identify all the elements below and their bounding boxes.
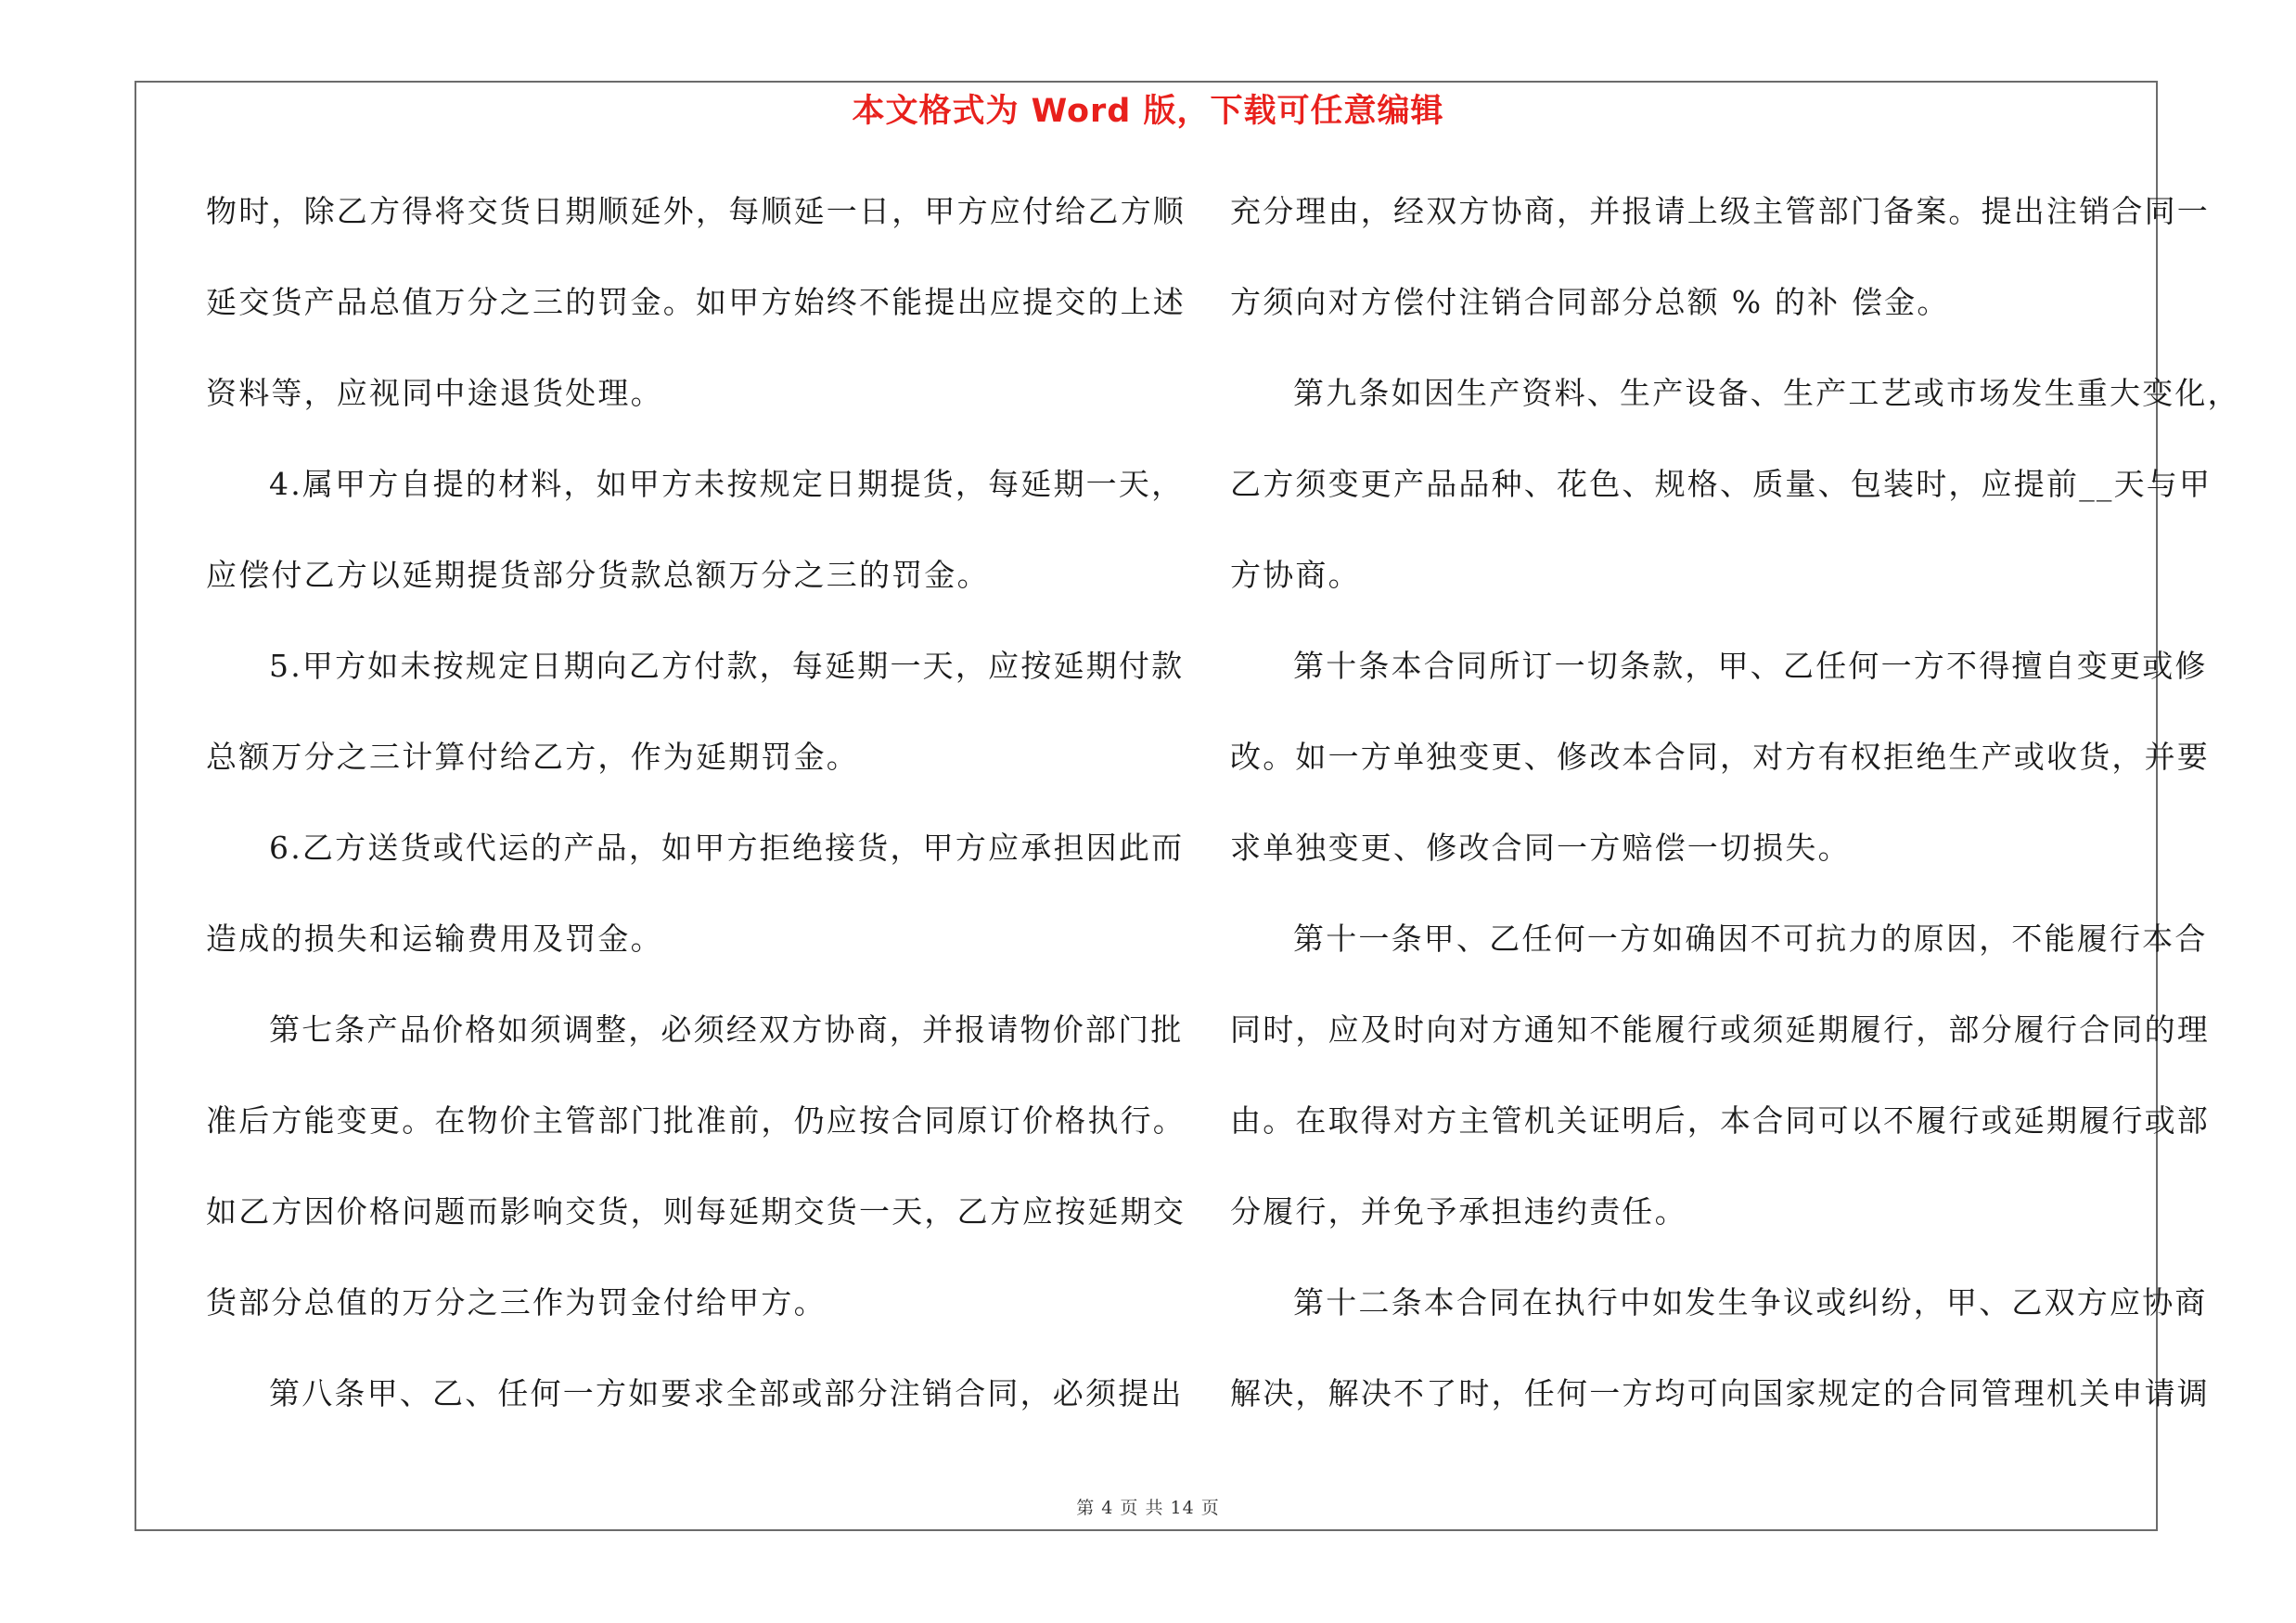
text-line: 第八条甲、乙、任何一方如要求全部或部分注销合同，必须提出 [269, 1375, 1184, 1411]
text-line: 第十条本合同所订一切条款，甲、乙任何一方不得擅自变更或修 [1293, 648, 2208, 684]
text-line: 充分理由，经双方协商，并报请上级主管部门备案。提出注销合同一 [1230, 193, 2210, 229]
text-line: 准后方能变更。在物价主管部门批准前，仍应按合同原订价格执行。 [206, 1102, 1186, 1139]
right-text-column [1230, 182, 2240, 1455]
text-line: 解决，解决不了时，任何一方均可向国家规定的合同管理机关申请调 [1230, 1375, 2210, 1411]
text-line: 货部分总值的万分之三作为罚金付给甲方。 [206, 1284, 827, 1320]
text-line: 如乙方因价格问题而影响交货，则每延期交货一天，乙方应按延期交 [206, 1193, 1186, 1230]
text-line: 第十二条本合同在执行中如发生争议或纠纷，甲、乙双方应协商 [1293, 1284, 2208, 1320]
text-line: 总额万分之三计算付给乙方，作为延期罚金。 [206, 739, 859, 775]
page-banner: 本文格式为 Word 版，下载可任意编辑 [852, 93, 1444, 130]
text-line: 应偿付乙方以延期提货部分货款总额万分之三的罚金。 [206, 557, 990, 593]
text-line: 造成的损失和运输费用及罚金。 [206, 921, 663, 957]
text-line: 方协商。 [1230, 557, 1361, 593]
text-line: 资料等，应视同中途退货处理。 [206, 375, 663, 411]
text-line: 求单独变更、修改合同一方赔偿一切损失。 [1230, 830, 1851, 866]
text-line: 分履行，并免予承担违约责任。 [1230, 1193, 1687, 1230]
text-line: 第七条产品价格如须调整，必须经双方协商，并报请物价部门批 [269, 1011, 1184, 1048]
text-line: 5.甲方如未按规定日期向乙方付款，每延期一天，应按延期付款 [269, 648, 1185, 684]
text-line: 第九条如因生产资料、生产设备、生产工艺或市场发生重大变化， [1293, 375, 2240, 411]
text-line: 同时，应及时向对方通知不能履行或须延期履行，部分履行合同的理 [1230, 1011, 2210, 1048]
text-line: 物时，除乙方得将交货日期顺延外，每顺延一日，甲方应付给乙方顺 [206, 193, 1186, 229]
text-line: 第十一条甲、乙任何一方如确因不可抗力的原因，不能履行本合 [1293, 921, 2208, 957]
page-footer: 第 4 页 共 14 页 [1076, 1498, 1220, 1518]
text-line: 方须向对方偿付注销合同部分总额 % 的补 偿金。 [1230, 284, 1950, 320]
text-line: 乙方须变更产品品种、花色、规格、质量、包装时，应提前__天与甲 [1230, 466, 2213, 502]
text-line: 6.乙方送货或代运的产品，如甲方拒绝接货，甲方应承担因此而 [269, 830, 1185, 866]
text-line: 4.属甲方自提的材料，如甲方未按规定日期提货，每延期一天， [269, 466, 1185, 502]
left-text-column [206, 182, 1186, 1455]
text-line: 由。在取得对方主管机关证明后，本合同可以不履行或延期履行或部 [1230, 1102, 2210, 1139]
text-line: 延交货产品总值万分之三的罚金。如甲方始终不能提出应提交的上述 [206, 284, 1186, 320]
text-line: 改。如一方单独变更、修改本合同，对方有权拒绝生产或收货，并要 [1230, 739, 2210, 775]
